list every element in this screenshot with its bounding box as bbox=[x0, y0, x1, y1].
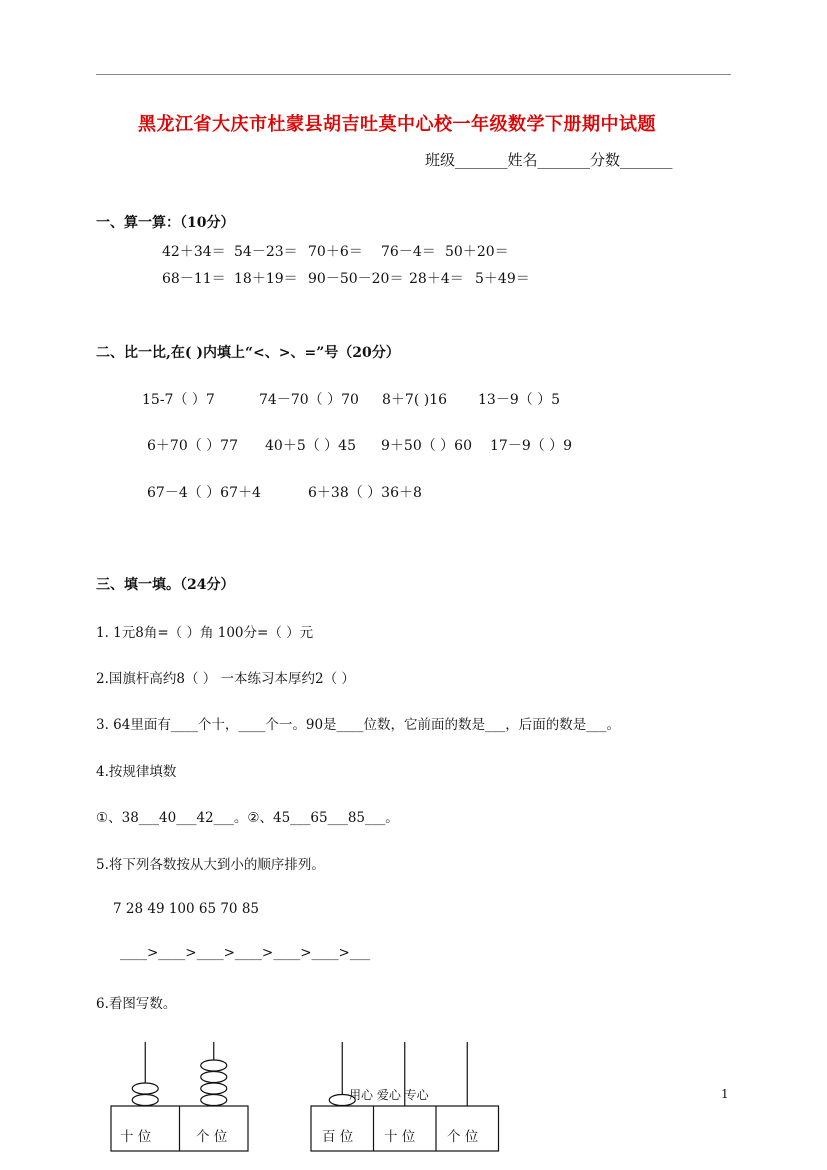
page-title: 黑龙江省大庆市杜蒙县胡吉吐莫中心校一年级数学下册期中试题 bbox=[138, 114, 656, 135]
s1-item: 42＋34＝ bbox=[162, 244, 226, 260]
abacus-bead bbox=[201, 1083, 227, 1094]
watermark-text: 用心 爱心 专心 bbox=[349, 1088, 429, 1102]
s2-item: 6＋70（ ）77 bbox=[147, 438, 238, 454]
section2-heading: 二、比一比,在( )内填上“<、>、=”号（20分） bbox=[96, 345, 400, 361]
q6-text: 6.看图写数。 bbox=[96, 996, 177, 1012]
abacus-bead bbox=[132, 1083, 158, 1094]
s2-item: 9＋50（ ）60 bbox=[381, 438, 472, 454]
abacus2-label-tens: 十 位 bbox=[384, 1129, 416, 1145]
s2-item: 6＋38（ ）36＋8 bbox=[308, 485, 422, 501]
s2-item: 17－9（ ）9 bbox=[490, 438, 573, 454]
s1-item: 76－4＝ bbox=[381, 244, 436, 260]
abacus2-label-hundreds: 百 位 bbox=[322, 1129, 354, 1145]
abacus1-label-ones: 个 位 bbox=[196, 1129, 228, 1145]
student-info-line: 班级_______姓名_______分数_______ bbox=[425, 151, 673, 169]
q4-sequence: ①、38___40___42___。②、45___65___85___。 bbox=[96, 810, 399, 826]
s1-item: 18＋19＝ bbox=[234, 271, 298, 287]
s1-item: 54－23＝ bbox=[234, 244, 298, 260]
s1-item: 90－50－20＝ bbox=[308, 271, 404, 287]
s1-item: 50＋20＝ bbox=[445, 244, 509, 260]
q5-numbers: 7 28 49 100 65 70 85 bbox=[113, 901, 259, 917]
q1-text: 1. 1元8角=（ ）角 100分=（ ）元 bbox=[96, 625, 314, 641]
abacus1-label-tens: 十 位 bbox=[120, 1129, 152, 1145]
page-number: 1 bbox=[721, 1087, 729, 1101]
s1-item: 70＋6＝ bbox=[308, 244, 363, 260]
s2-item: 8＋7( )16 bbox=[382, 392, 448, 408]
q3-text: 3. 64里面有____个十，____个一。90是____位数，它前面的数是___，后面的数是___。 bbox=[96, 717, 621, 733]
s2-item: 13－9（ ）5 bbox=[478, 392, 561, 408]
section3-heading: 三、填一填。（24分） bbox=[96, 577, 235, 593]
abacus-bead bbox=[201, 1060, 227, 1071]
q5-text: 5.将下列各数按从大到小的顺序排列。 bbox=[96, 857, 325, 873]
s2-item: 67－4（ ）67＋4 bbox=[147, 485, 261, 501]
section1-heading: 一、算一算：（10分） bbox=[96, 215, 235, 231]
q2-text: 2.国旗杆高约8（ ） 一本练习本厚约2（ ） bbox=[96, 671, 355, 687]
abacus-bead bbox=[201, 1072, 227, 1083]
s1-item: 28＋4＝ bbox=[409, 271, 464, 287]
s2-item: 74－70（ ）70 bbox=[259, 392, 359, 408]
s2-item: 40＋5（ ）45 bbox=[265, 438, 356, 454]
q5-blanks: ____>____>____>____>____>____>___ bbox=[120, 945, 371, 961]
abacus-bead bbox=[132, 1095, 158, 1106]
q4-text: 4.按规律填数 bbox=[96, 764, 177, 780]
s1-item: 68－11＝ bbox=[162, 271, 226, 287]
s1-item: 5＋49＝ bbox=[475, 271, 530, 287]
s2-item: 15-7（ ）7 bbox=[142, 392, 215, 408]
abacus-bead bbox=[201, 1095, 227, 1106]
abacus2-label-ones: 个 位 bbox=[447, 1129, 479, 1145]
